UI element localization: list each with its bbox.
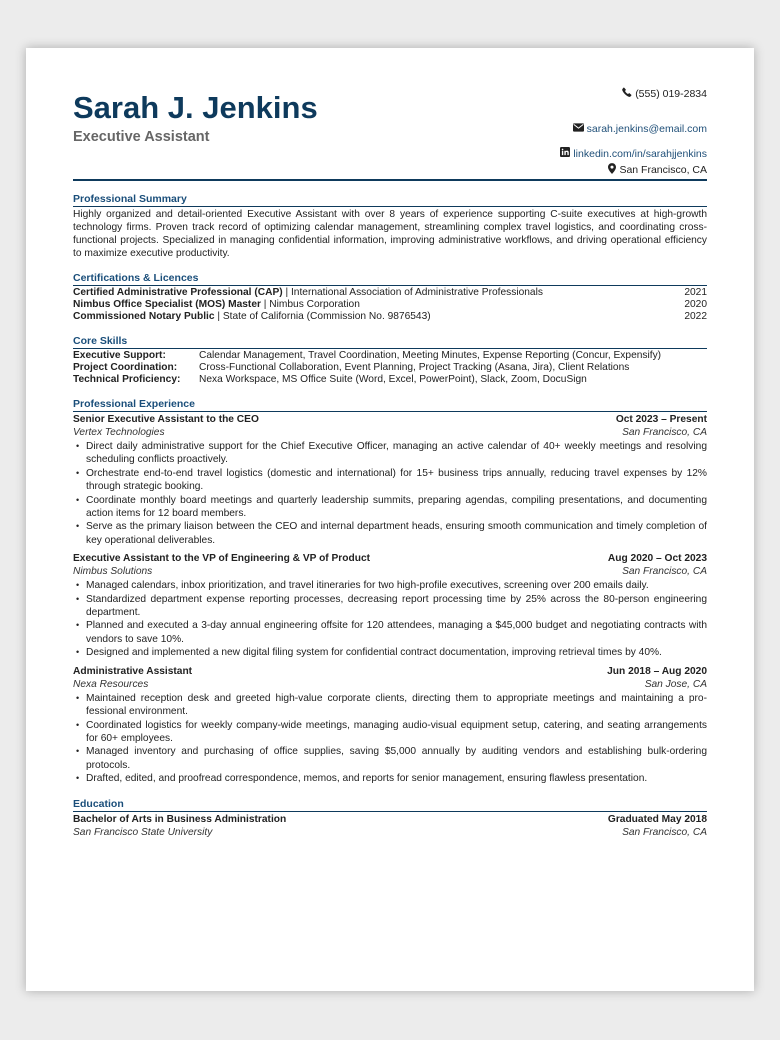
- school-name: San Francisco State University: [73, 826, 213, 838]
- resume-content: [73, 86, 707, 839]
- job-dates: Aug 2020 – Oct 2023: [607, 553, 707, 565]
- email-row[interactable]: [573, 123, 707, 135]
- job-bullet: • Serve as the primary liaison between the CEO and internal department heads, ensuring smooth communication and timely completion of key operational deliverables.: [73, 520, 707, 547]
- education-header: [73, 813, 707, 826]
- job-bullet: • Managed calendars, inbox prioritization, and travel itineraries for two high-profile executives, screening over 200 emails daily.: [73, 579, 707, 592]
- job-location: San Francisco, CA: [622, 566, 707, 578]
- cert-issuer: International Association of Administrative Professionals: [290, 287, 543, 298]
- skill-label: Technical Proficiency:: [73, 374, 181, 385]
- job-bullet: • Coordinate monthly board meetings and quarterly leadership summits, preparing agendas, compiling presentations, and documenting action items for 12 board members.: [73, 494, 707, 521]
- cert-item: Commissioned Notary Public | State of California (Commission No. 9876543) 2022: [73, 311, 707, 322]
- job-title: Administrative Assistant: [73, 665, 193, 677]
- job-bullet: • Drafted, edited, and proofread correspondence, memos, and reports for senior management, ensuring flawless presentation.: [73, 772, 707, 785]
- skills-list: [73, 350, 707, 386]
- skill-value: Cross-Functional Collaboration, Event Planning, Project Tracking (Asana, Jira), Client Relations: [199, 362, 630, 373]
- job-dates: Oct 2023 – Present: [615, 414, 707, 425]
- phone-row: [622, 87, 707, 100]
- job-dates: Jun 2018 – Aug 2020: [607, 665, 707, 677]
- job-company: Vertex Technologies: [73, 427, 165, 438]
- job-bullet: • Planned and executed a 3-day annual engineering offsite for 120 attendees, managing a $45,000 budget and negotiating contracts with vendors to save 10%.: [73, 619, 707, 646]
- skill-value: Calendar Management, Travel Coordination, Meeting Minutes, Expense Reporting (Concur, Expensify): [199, 350, 662, 361]
- cert-year: 2022: [684, 311, 707, 322]
- degree-name: Bachelor of Arts in Business Administration: [73, 813, 287, 825]
- job-bullet: • Coordinated logistics for weekly company-wide meetings, managing audio-visual equipment setup, catering, and seating arrangements for 60+ employees.: [73, 719, 707, 746]
- candidate-name: Sarah J. Jenkins: [73, 90, 318, 125]
- cert-name: Certified Administrative Professional (CAP): [73, 287, 283, 298]
- job-bullet: • Standardized department expense reporting processes, decreasing report processing time by 25% across the 80-person engineering department.: [73, 593, 707, 620]
- section-title-experience: Professional Experience: [73, 386, 707, 412]
- phone-number: (555) 019-2834: [635, 87, 707, 100]
- linkedin-row[interactable]: [560, 147, 707, 160]
- job-company: Nexa Resources: [73, 678, 149, 690]
- job-bullets: [73, 692, 707, 786]
- job-header: [73, 665, 707, 678]
- envelope-icon: [573, 123, 587, 135]
- cert-year: 2021: [684, 287, 707, 298]
- job-bullet: • Maintained reception desk and greeted high-value corporate clients, directing them to appropriate meetings and maintaining a professional environment.: [73, 692, 707, 719]
- map-pin-icon: [608, 163, 619, 177]
- resume-page: [26, 48, 754, 991]
- skill-item: [73, 374, 707, 386]
- job-header: [73, 552, 707, 565]
- job-company: Nimbus Solutions: [73, 566, 153, 578]
- job-location: San Francisco, CA: [622, 427, 707, 438]
- section-title-education: Education: [73, 786, 707, 812]
- location-text: San Francisco, CA: [619, 164, 707, 176]
- job-subheader: [73, 426, 707, 439]
- job-title: Executive Assistant to the VP of Engineering & VP of Product: [73, 553, 371, 565]
- candidate-role: Executive Assistant: [73, 129, 210, 145]
- job-subheader: [73, 678, 707, 691]
- section-title-summary: Professional Summary: [73, 181, 707, 207]
- job-location: San Jose, CA: [644, 678, 707, 690]
- cert-item: Certified Administrative Professional (CAP) | International Association of Administrative Professionals 2021: [73, 287, 707, 298]
- job-bullet: • Managed inventory and purchasing of office supplies, saving $5,000 annually by auditing vendors and establishing bulk-ordering protocols.: [73, 745, 707, 772]
- school-location: San Francisco, CA: [622, 826, 707, 838]
- experience-list: [73, 413, 707, 786]
- job-subheader: [73, 565, 707, 578]
- job-header: [73, 413, 707, 426]
- job-entry: [73, 552, 707, 659]
- skill-label: Project Coordination:: [73, 362, 178, 373]
- job-bullets: [73, 440, 707, 547]
- job-entry: [73, 413, 707, 547]
- linkedin-link[interactable]: linkedin.com/in/sarahjjenkins: [573, 147, 707, 160]
- skill-item: [73, 362, 707, 374]
- cert-name: Commissioned Notary Public: [73, 311, 215, 322]
- job-bullets: [73, 579, 707, 659]
- job-bullet: • Direct daily administrative support for the Chief Executive Officer, managing an active calendar of 40+ weekly meetings and resolving scheduling conflicts proactively.: [73, 440, 707, 467]
- summary-text: Highly organized and detail-oriented Executive Assistant with over 8 years of experience supporting C-suite executives at high-growth technology firms. Proven track record of optimizing calendar management, streamlining complex travel logistics, and coordinating cross-functional projects. Specialized in managing confidential information, improving administrative workflows, and driving operational efficiency to maximize executive productivity.: [73, 209, 707, 259]
- education-subheader: [73, 826, 707, 839]
- job-title: Senior Executive Assistant to the CEO: [73, 414, 259, 425]
- section-title-skills: Core Skills: [73, 323, 707, 349]
- graduation-date: Graduated May 2018: [607, 813, 707, 825]
- cert-year: 2020: [684, 299, 707, 310]
- email-link[interactable]: sarah.jenkins@email.com: [586, 123, 707, 135]
- cert-item: Nimbus Office Specialist (MOS) Master | Nimbus Corporation 2020: [73, 299, 707, 310]
- cert-issuer: State of California (Commission No. 9876543): [222, 311, 431, 322]
- section-title-certifications: Certifications & Licences: [73, 260, 707, 286]
- job-bullet: • Orchestrate end-to-end travel logistics (domestic and international) for 15+ business trips annually, reducing travel expenses by 12% through strategic booking.: [73, 467, 707, 494]
- resume-header: [73, 86, 707, 179]
- skill-label: Executive Support:: [73, 350, 166, 361]
- job-entry: [73, 665, 707, 786]
- job-bullet: • Designed and implemented a new digital filing system for confidential contract documentation, improving retrieval times by 40%.: [73, 646, 707, 659]
- phone-icon: [622, 87, 635, 100]
- cert-name: Nimbus Office Specialist (MOS) Master: [73, 299, 261, 310]
- cert-issuer: Nimbus Corporation: [269, 299, 360, 310]
- education-entry: [73, 813, 707, 839]
- linkedin-icon: [560, 147, 573, 160]
- location-row: [608, 163, 707, 177]
- certifications-list: [73, 287, 707, 323]
- skill-item: [73, 350, 707, 362]
- skill-value: Nexa Workspace, MS Office Suite (Word, Excel, PowerPoint), Slack, Zoom, DocuSign: [199, 374, 587, 385]
